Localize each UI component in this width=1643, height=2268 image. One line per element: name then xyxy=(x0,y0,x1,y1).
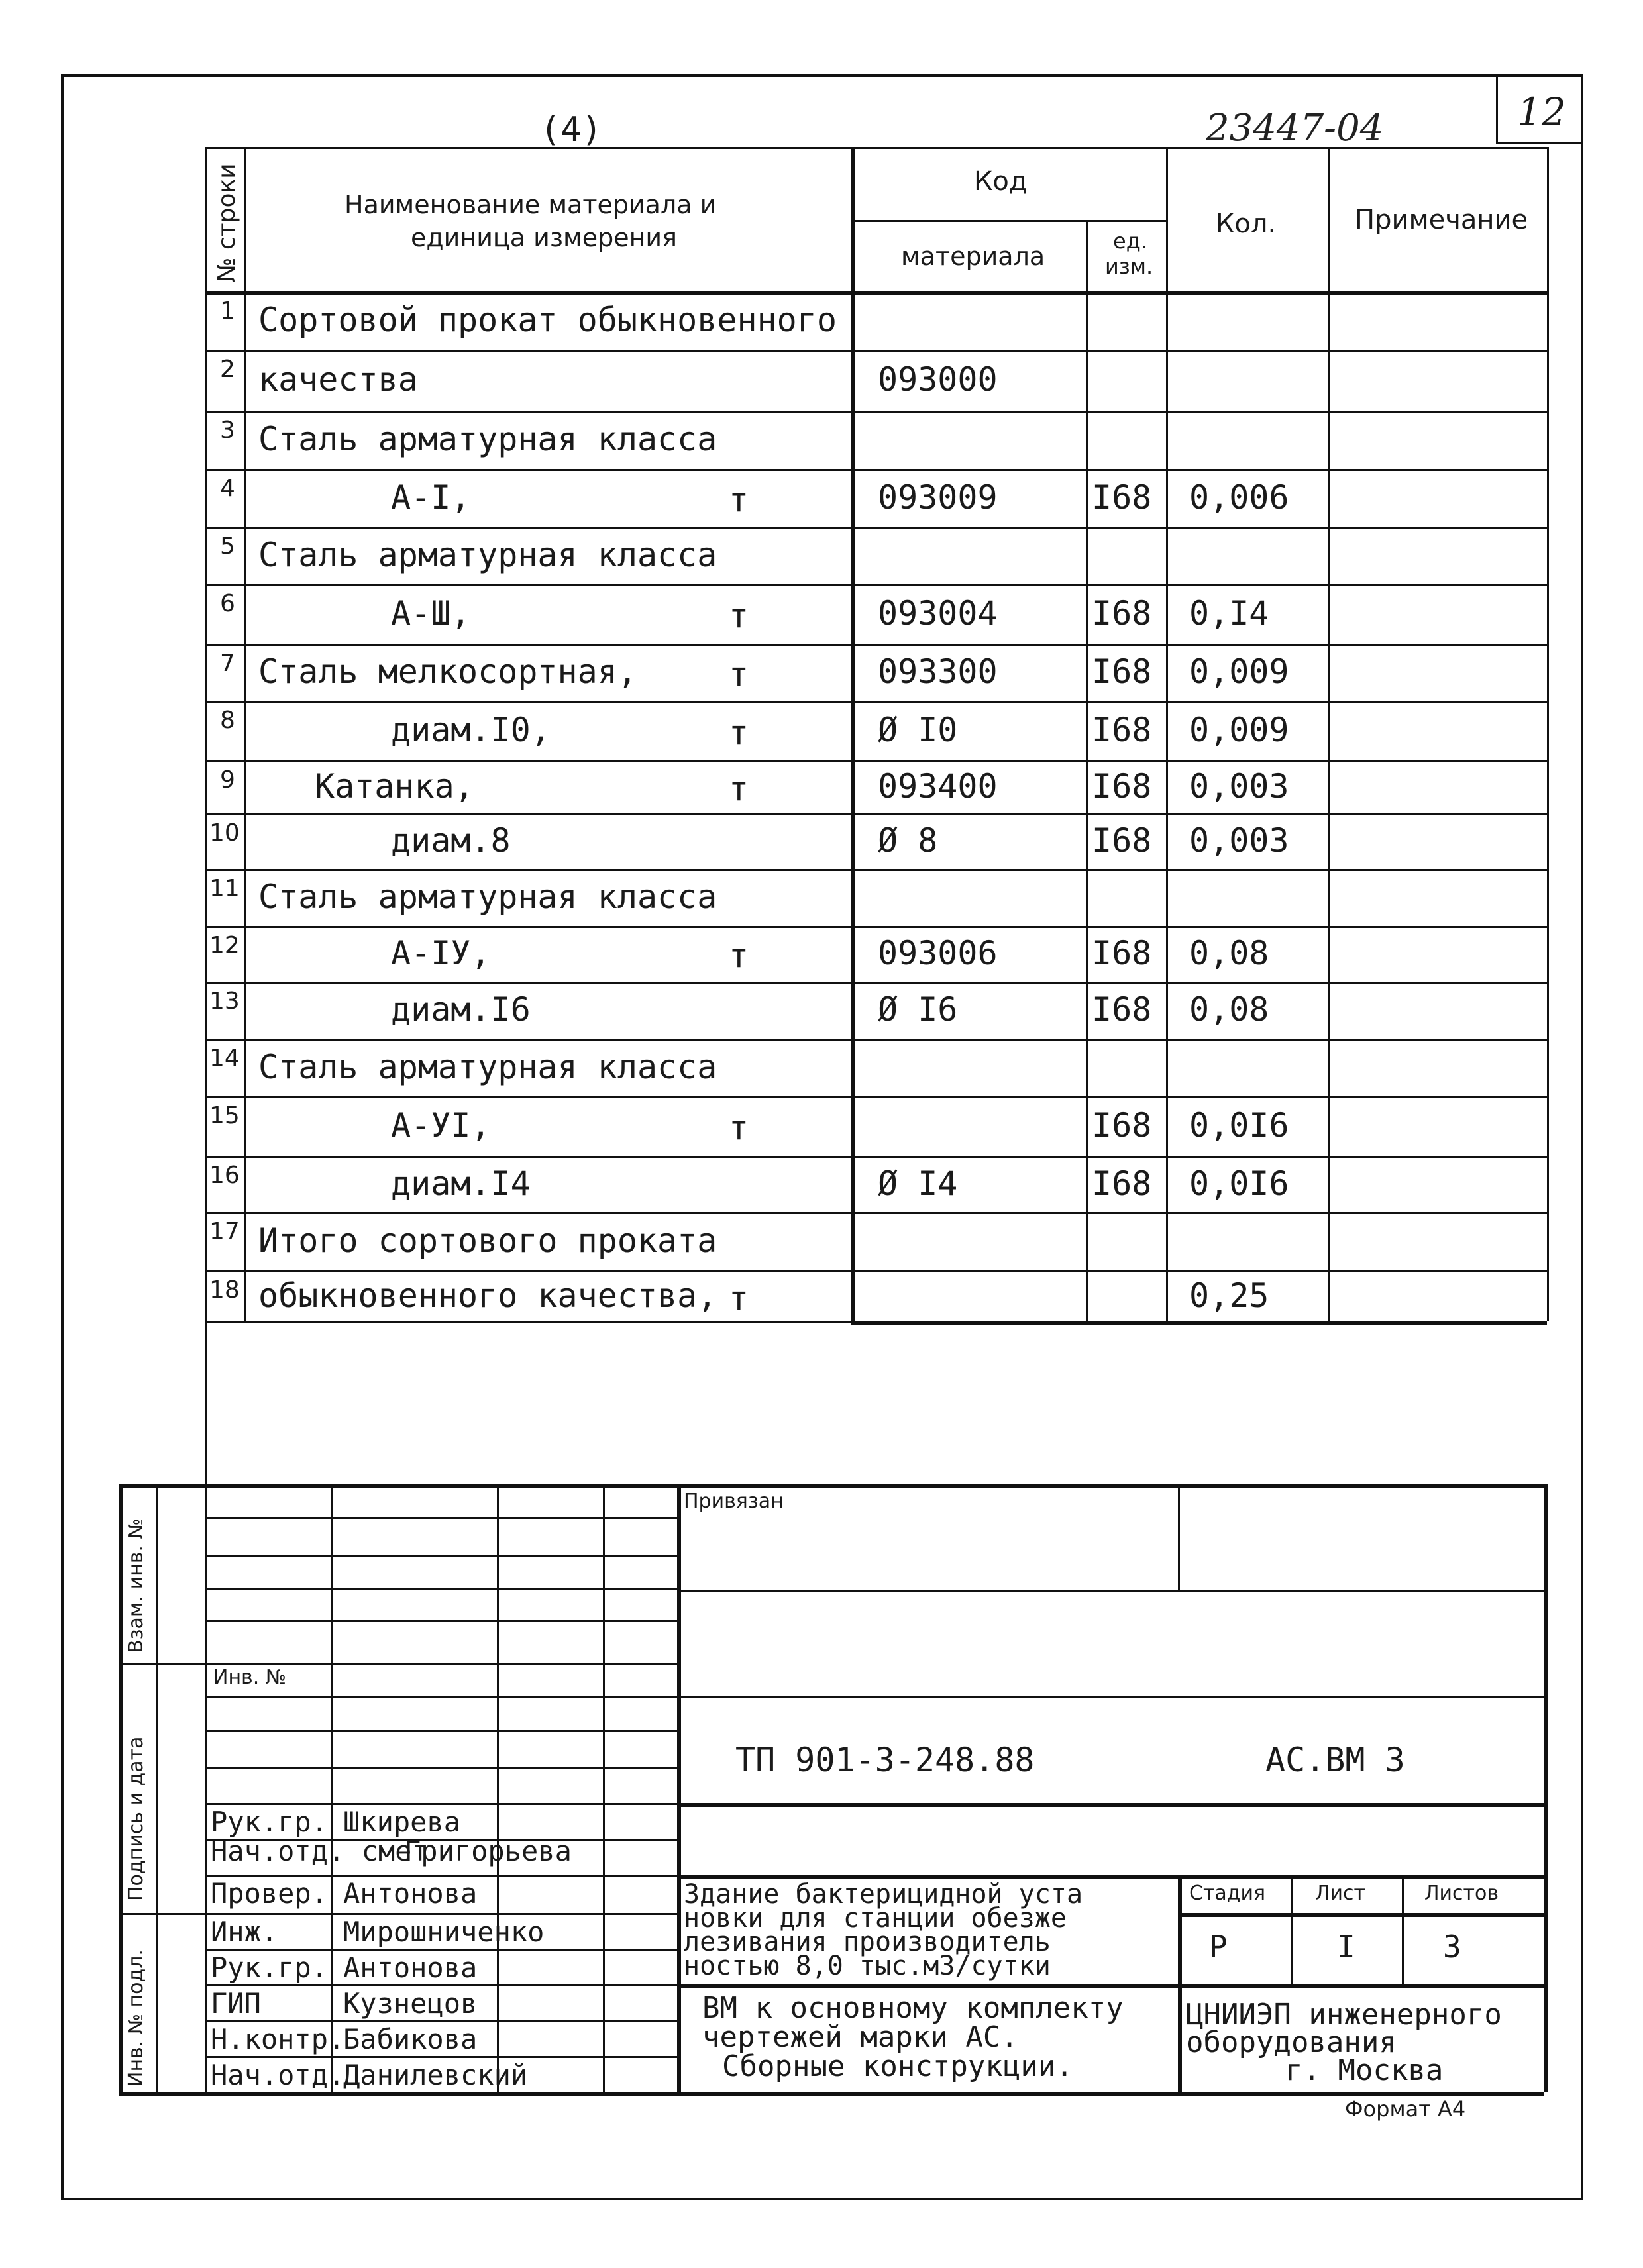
signature-name: Бабикова xyxy=(343,2023,478,2055)
row-material-code: 093000 xyxy=(878,360,998,399)
signature-name: Антонова xyxy=(343,1951,478,1984)
inv-no-label: Инв. № xyxy=(213,1666,287,1689)
sheet-number: 12 xyxy=(1517,89,1566,134)
signature-name: Кузнецов xyxy=(343,1987,478,2020)
privyazan-label: Привязан xyxy=(684,1490,784,1513)
row-number: 3 xyxy=(220,417,235,444)
stamp-grid-line xyxy=(205,1767,677,1769)
stamp-grid-line xyxy=(205,1588,677,1590)
row-name: обыкновенного качества, xyxy=(258,1276,717,1315)
stamp-grid-line xyxy=(205,2056,677,2058)
side-split-1 xyxy=(119,1663,205,1665)
row-unit-t: т xyxy=(729,1109,749,1147)
row-name: А-I, xyxy=(391,478,471,517)
inventory-number: 23447-04 xyxy=(1206,107,1384,150)
stage-divider xyxy=(1178,1875,1182,2092)
row-unit-t: т xyxy=(729,713,749,752)
row-material-code: 093400 xyxy=(878,767,998,805)
row-number: 8 xyxy=(220,707,235,734)
row-quantity: 0,I4 xyxy=(1189,594,1269,633)
row-quantity: 0,25 xyxy=(1189,1276,1269,1315)
side-label-inv-podl: Инв. № подл. xyxy=(125,1949,148,2087)
row-name: диам.I4 xyxy=(391,1164,531,1203)
row-name: Сортовой прокат обыкновенного xyxy=(258,301,837,339)
signature-role: Провер. xyxy=(211,1877,329,1910)
stamp-right-line-2 xyxy=(677,1696,1544,1698)
stamp-grid-line xyxy=(205,1984,677,1986)
row-unit-code: I68 xyxy=(1092,711,1152,749)
stamp-right-line-4 xyxy=(677,1875,1544,1879)
page-marker: (4) xyxy=(540,110,602,150)
row-unit-t: т xyxy=(729,1279,749,1317)
object-title-line: ностью 8,0 тыс.м3/сутки xyxy=(684,1951,1051,1981)
row-material-code: Ø I0 xyxy=(878,711,958,749)
row-unit-t: т xyxy=(729,597,749,635)
signature-name: Мирошниченко xyxy=(343,1916,545,1948)
stamp-grid-line xyxy=(205,1620,677,1622)
row-quantity: 0,0I6 xyxy=(1189,1106,1289,1145)
drawing-title-line: чертежей марки АС. xyxy=(702,2020,1018,2054)
row-quantity: 0,009 xyxy=(1189,711,1289,749)
signature-name: Данилевский xyxy=(343,2059,528,2091)
sheet-value: I xyxy=(1337,1929,1355,1965)
row-unit-t: т xyxy=(729,655,749,694)
stamp-grid-line xyxy=(205,1555,677,1557)
stamp-col-e xyxy=(677,1484,681,2092)
row-number: 10 xyxy=(209,819,240,847)
stamp-col-c xyxy=(497,1484,499,2092)
sheets-divider xyxy=(1402,1875,1404,1984)
stamp-grid-line xyxy=(205,1517,677,1519)
organization-line: ЦНИИЭП инженерного xyxy=(1186,1998,1502,2032)
signature-role: Н.контр. xyxy=(211,2023,345,2055)
object-title-line: лезивания производитель xyxy=(684,1927,1051,1957)
stage-label: Стадия xyxy=(1189,1882,1266,1905)
stamp-grid-line xyxy=(205,1875,677,1877)
header-note: Примечание xyxy=(1355,205,1528,235)
row-number: 5 xyxy=(220,533,235,560)
stamp-col-b xyxy=(331,1484,333,2092)
signature-role: Инж. xyxy=(211,1916,278,1948)
row-name: А-УI, xyxy=(391,1106,491,1145)
header-name-line1: Наименование материала и xyxy=(344,190,717,219)
row-unit-code: I68 xyxy=(1092,594,1152,633)
row-unit-code: I68 xyxy=(1092,990,1152,1029)
drawing-title-line: ВМ к основному комплекту xyxy=(702,1991,1124,2025)
row-number: 1 xyxy=(220,297,235,325)
stamp-right-line xyxy=(1544,1484,1548,2092)
row-material-code: Ø I6 xyxy=(878,990,958,1029)
stamp-grid-line xyxy=(205,1730,677,1732)
row-number: 16 xyxy=(209,1162,240,1189)
stamp-grid-line xyxy=(205,1803,677,1805)
stage-header-line xyxy=(1178,1913,1544,1917)
stamp-grid-line xyxy=(205,1696,677,1698)
row-unit-code: I68 xyxy=(1092,934,1152,972)
row-number: 6 xyxy=(220,590,235,617)
row-number: 13 xyxy=(209,988,240,1015)
header-unit-line1: ед. xyxy=(1113,229,1147,254)
row-quantity: 0,003 xyxy=(1189,821,1289,860)
row-name: Катанка, xyxy=(315,767,474,805)
row-name: Итого сортового проката xyxy=(258,1221,717,1260)
row-unit-t: т xyxy=(729,937,749,975)
stamp-grid-line xyxy=(205,1913,677,1915)
row-unit-t: т xyxy=(729,481,749,519)
header-code: Код xyxy=(974,166,1028,197)
doc-code: ТП 901-3-248.88 xyxy=(735,1741,1035,1779)
row-number: 2 xyxy=(220,356,235,383)
stamp-left-line xyxy=(119,1484,123,2092)
row-material-code: 093300 xyxy=(878,652,998,691)
row-quantity: 0,08 xyxy=(1189,990,1269,1029)
row-quantity: 0,08 xyxy=(1189,934,1269,972)
drawing-title-line: Сборные конструкции. xyxy=(722,2049,1073,2083)
row-number: 17 xyxy=(209,1218,240,1245)
row-quantity: 0,006 xyxy=(1189,478,1289,517)
stamp-grid-line xyxy=(205,1949,677,1951)
object-title-line: новки для станции обезже xyxy=(684,1903,1067,1933)
signature-role: Рук.гр. xyxy=(211,1806,329,1838)
row-unit-code: I68 xyxy=(1092,1164,1152,1203)
row-material-code: Ø I4 xyxy=(878,1164,958,1203)
row-unit-code: I68 xyxy=(1092,1106,1152,1145)
header-name-line2: единица измерения xyxy=(411,223,677,252)
row-material-code: 093006 xyxy=(878,934,998,972)
stamp-bottom-line xyxy=(119,2092,1544,2096)
row-material-code: 093004 xyxy=(878,594,998,633)
stamp-right-line-3 xyxy=(677,1803,1544,1807)
row-quantity: 0,009 xyxy=(1189,652,1289,691)
signature-role: Рук.гр. xyxy=(211,1951,329,1984)
sheets-label: Листов xyxy=(1424,1882,1499,1905)
format-label: Формат А4 xyxy=(1345,2096,1466,2122)
side-label-podpis-data: Подпись и дата xyxy=(125,1736,148,1901)
doc-mark: АС.ВМ 3 xyxy=(1265,1741,1405,1779)
row-name: Сталь арматурная класса xyxy=(258,1048,717,1086)
header-qty: Кол. xyxy=(1216,209,1277,239)
header-unit-line2: изм. xyxy=(1105,254,1153,279)
row-number: 12 xyxy=(209,932,240,959)
stamp-col-a xyxy=(205,1484,207,2092)
side-split-2 xyxy=(119,1913,205,1915)
stamp-right-line-5 xyxy=(677,1984,1544,1988)
row-name: А-IУ, xyxy=(391,934,491,972)
row-unit-code: I68 xyxy=(1092,821,1152,860)
row-name: диам.I0, xyxy=(391,711,551,749)
row-name: А-Ш, xyxy=(391,594,471,633)
row-name: качества xyxy=(258,360,418,399)
signature-role: Нач.отд. xyxy=(211,2059,345,2091)
row-unit-t: т xyxy=(729,770,749,808)
stamp-col-d xyxy=(603,1484,605,2092)
header-row-number: № строки xyxy=(213,163,240,282)
row-number: 15 xyxy=(209,1102,240,1129)
row-number: 4 xyxy=(220,475,235,502)
row-unit-code: I68 xyxy=(1092,767,1152,805)
organization-line: г. Москва xyxy=(1285,2053,1444,2087)
row-material-code: Ø 8 xyxy=(878,821,938,860)
organization-line: оборудования xyxy=(1186,2026,1397,2059)
row-name: диам.8 xyxy=(391,821,511,860)
signature-name: Шкирева xyxy=(343,1806,461,1838)
signature-name: Антонова xyxy=(343,1877,478,1910)
privyazan-divider xyxy=(1178,1484,1180,1590)
sheet-label: Лист xyxy=(1315,1882,1366,1905)
row-quantity: 0,003 xyxy=(1189,767,1289,805)
row-number: 7 xyxy=(220,650,235,677)
row-number: 9 xyxy=(220,766,235,794)
row-name: Сталь арматурная класса xyxy=(258,878,717,916)
header-material: материала xyxy=(901,242,1045,271)
row-unit-code: I68 xyxy=(1092,652,1152,691)
stamp-grid-line xyxy=(205,1663,677,1665)
row-quantity: 0,0I6 xyxy=(1189,1164,1289,1203)
row-name: Сталь арматурная класса xyxy=(258,420,717,458)
side-label-vzam-inv: Взам. инв. № xyxy=(125,1518,148,1653)
object-title-line: Здание бактерицидной уста xyxy=(684,1879,1083,1910)
row-name: диам.I6 xyxy=(391,990,531,1029)
signature-role: ГИП xyxy=(211,1987,261,2020)
signature-role: Нач.отд. смет xyxy=(211,1835,429,1867)
stamp-right-line-1 xyxy=(677,1590,1544,1592)
row-number: 14 xyxy=(209,1045,240,1072)
row-number: 18 xyxy=(209,1276,240,1304)
row-material-code: 093009 xyxy=(878,478,998,517)
row-name: Сталь арматурная класса xyxy=(258,536,717,574)
stage-value: Р xyxy=(1209,1929,1228,1965)
sheet-divider xyxy=(1291,1875,1293,1984)
row-number: 11 xyxy=(209,875,240,902)
row-unit-code: I68 xyxy=(1092,478,1152,517)
stamp-grid-line xyxy=(205,2020,677,2022)
signature-name: Григорьева xyxy=(404,1835,572,1867)
side-label-line xyxy=(156,1484,158,2092)
sheets-value: 3 xyxy=(1443,1929,1461,1965)
row-name: Сталь мелкосортная, xyxy=(258,652,637,691)
